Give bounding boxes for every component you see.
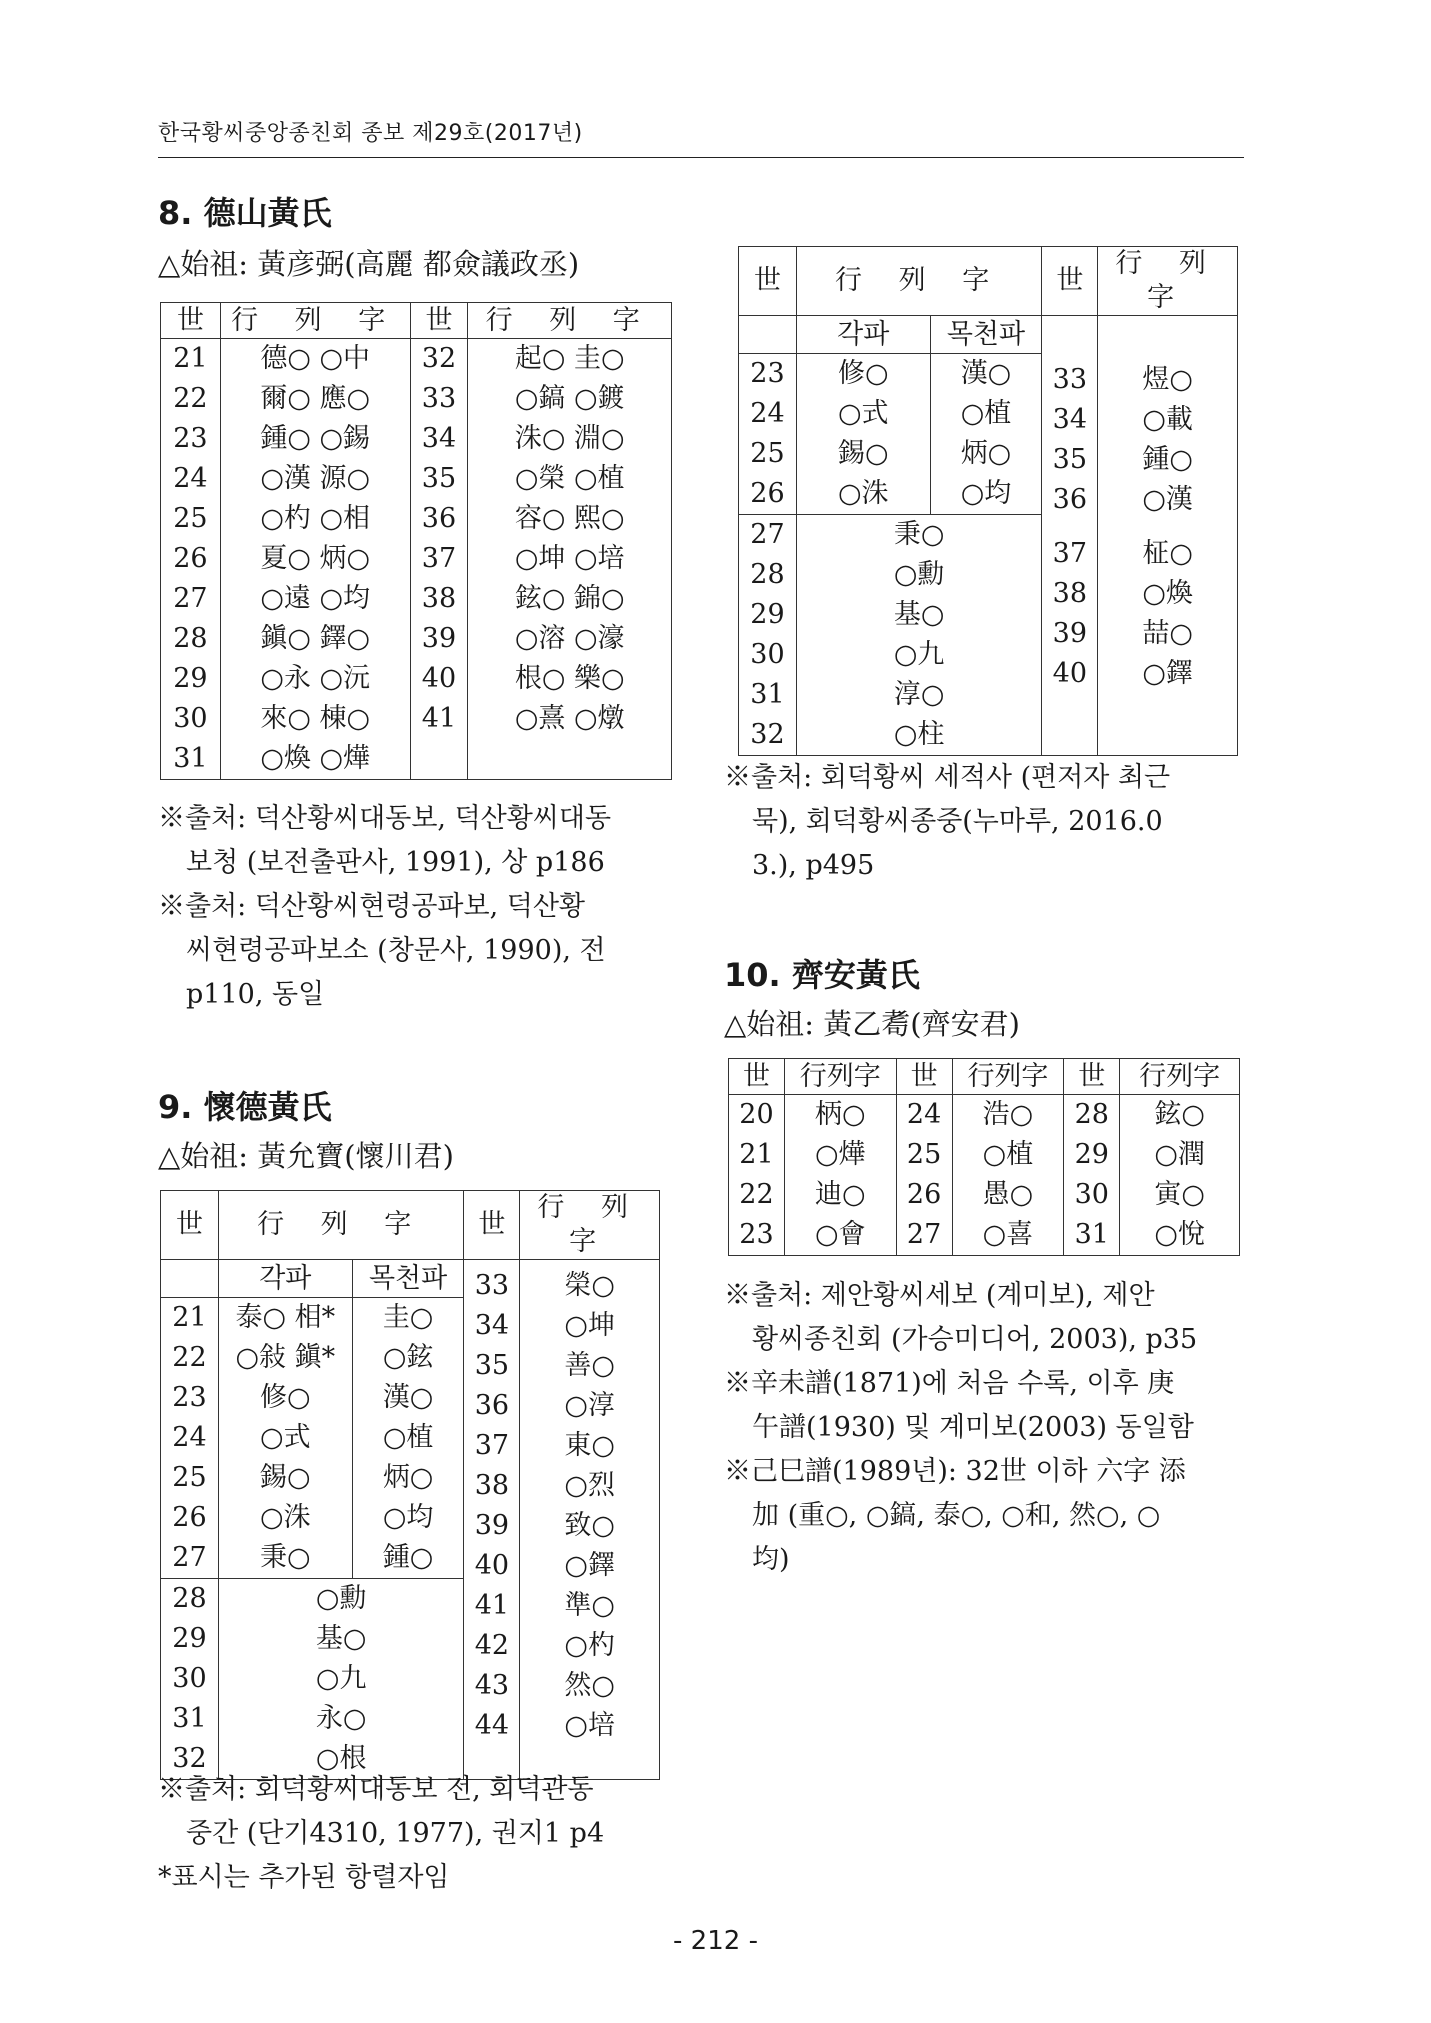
generation-chars: ○勳 bbox=[315, 1583, 367, 1614]
generation-column bbox=[464, 1260, 520, 1780]
generation-number: 30 bbox=[1074, 1179, 1109, 1210]
generation-chars: ○煥 ○燁 bbox=[260, 743, 371, 774]
generation-chars: 根○ 樂○ bbox=[514, 663, 625, 694]
generation-chars: 然○ bbox=[564, 1670, 615, 1701]
founder-line-8: △始祖: 黃彦弼(高麗 都僉議政丞) bbox=[158, 247, 580, 281]
generation-number: 31 bbox=[173, 743, 208, 774]
generation-number: 41 bbox=[474, 1590, 510, 1621]
header-generation: 世 bbox=[729, 1059, 785, 1095]
generation-number: 20 bbox=[739, 1099, 774, 1130]
generation-chars: 淳○ bbox=[893, 679, 945, 710]
generation-number: 33 bbox=[1052, 364, 1087, 395]
generation-chars: ○根 bbox=[315, 1743, 367, 1774]
generation-chars: ○洙 bbox=[837, 478, 889, 509]
source-notes-9 bbox=[158, 1768, 678, 1900]
founder-line-9: △始祖: 黃允寶(懷川君) bbox=[158, 1139, 454, 1173]
generation-number: 23 bbox=[750, 358, 785, 389]
generation-number: 24 bbox=[173, 463, 208, 494]
generation-chars: ○榮 ○植 bbox=[514, 463, 625, 494]
generation-chars: 鉉○ bbox=[1154, 1099, 1205, 1130]
chars-column bbox=[220, 339, 410, 780]
generation-chars: ○九 bbox=[315, 1663, 367, 1694]
generation-chars: 起○ 圭○ bbox=[514, 343, 625, 374]
generation-chars: ○勳 bbox=[893, 559, 945, 590]
generation-chars: ○煥 bbox=[1142, 578, 1193, 609]
header-generation: 世 bbox=[1064, 1059, 1120, 1095]
generation-number: 24 bbox=[750, 398, 785, 429]
generation-column bbox=[161, 1579, 219, 1780]
generation-table-9-alt bbox=[738, 246, 1238, 756]
generation-number: 34 bbox=[421, 423, 457, 454]
chars-column bbox=[520, 1260, 660, 1780]
generation-chars: 愚○ bbox=[982, 1179, 1034, 1210]
generation-chars: ○熹 ○燉 bbox=[514, 703, 625, 734]
section-title-10: 10. 齊安黃氏 bbox=[724, 956, 920, 994]
section-title-9: 9. 懷德黃氏 bbox=[158, 1088, 332, 1126]
header-generation: 世 bbox=[161, 1191, 219, 1260]
header-generation: 世 bbox=[739, 247, 797, 316]
generation-chars: ○植 bbox=[982, 1139, 1034, 1170]
generation-chars: ○鐸 bbox=[564, 1550, 615, 1581]
generation-number: 40 bbox=[421, 663, 457, 694]
generation-chars: 炳○ bbox=[960, 438, 1012, 469]
generation-number: 28 bbox=[750, 559, 785, 590]
generation-number: 24 bbox=[172, 1422, 207, 1453]
generation-chars: 錫○ bbox=[837, 438, 889, 469]
mokcheonpa-column bbox=[930, 354, 1042, 515]
generation-chars: ○喜 bbox=[982, 1219, 1034, 1250]
source-note-line: ※출처: 덕산황씨현령공파보, 덕산황 bbox=[158, 891, 585, 922]
generation-number: 42 bbox=[474, 1630, 510, 1661]
generation-chars: ○式 bbox=[837, 398, 889, 429]
generation-number: 30 bbox=[172, 1663, 207, 1694]
generation-column bbox=[729, 1095, 785, 1256]
generation-chars: ○均 bbox=[960, 478, 1012, 509]
generation-number: 32 bbox=[750, 719, 785, 750]
generation-chars: ○培 bbox=[564, 1710, 615, 1741]
generation-number: 31 bbox=[1074, 1219, 1109, 1250]
source-note-line: ※己巳譜(1989년): 32世 이하 六字 添 bbox=[724, 1456, 1186, 1487]
generation-number: 40 bbox=[474, 1550, 510, 1581]
generation-chars: 基○ bbox=[893, 599, 945, 630]
generation-chars: ○載 bbox=[1142, 404, 1193, 435]
generation-chars: 洙○ 淵○ bbox=[514, 423, 625, 454]
generation-number: 32 bbox=[172, 1743, 207, 1774]
generation-chars: 煜○ bbox=[1142, 364, 1193, 395]
generation-chars: 秉○ bbox=[893, 519, 945, 550]
header-chars: 行 列 字 bbox=[218, 1191, 464, 1260]
generation-chars: 炳○ bbox=[382, 1462, 434, 1493]
generation-chars: 修○ bbox=[837, 358, 889, 389]
section-title-8: 8. 德山黃氏 bbox=[158, 194, 332, 232]
generation-chars: ○漢 源○ bbox=[260, 463, 371, 494]
generation-chars: ○潤 bbox=[1154, 1139, 1205, 1170]
generation-chars: ○悅 bbox=[1154, 1219, 1205, 1250]
generation-number: 37 bbox=[474, 1430, 510, 1461]
header-divider bbox=[158, 157, 1244, 158]
generation-number: 39 bbox=[421, 623, 457, 654]
generation-number: 36 bbox=[421, 503, 457, 534]
generation-chars: ○會 bbox=[815, 1219, 866, 1250]
generation-number: 21 bbox=[739, 1139, 774, 1170]
generation-column bbox=[739, 354, 797, 515]
source-note-line: p110, 동일 bbox=[186, 979, 325, 1010]
source-note-line: 황씨종친회 (가승미디어, 2003), p35 bbox=[752, 1324, 1198, 1355]
generation-chars: 鍾○ bbox=[382, 1542, 434, 1573]
generation-number: 26 bbox=[173, 543, 208, 574]
generation-chars: 漢○ bbox=[382, 1382, 434, 1413]
generation-chars: 爾○ 應○ bbox=[260, 383, 371, 414]
generation-number: 35 bbox=[421, 463, 457, 494]
source-notes-9-alt bbox=[724, 756, 1244, 888]
generation-number: 25 bbox=[750, 438, 785, 469]
generation-number: 27 bbox=[172, 1542, 207, 1573]
generation-chars: ○漢 bbox=[1142, 484, 1193, 515]
generation-number: 29 bbox=[1074, 1139, 1109, 1170]
chars-column bbox=[1098, 316, 1238, 756]
generation-chars: 修○ bbox=[260, 1382, 311, 1413]
generation-chars: 來○ 棟○ bbox=[260, 703, 371, 734]
generation-column bbox=[739, 515, 797, 756]
generation-number: 37 bbox=[1052, 538, 1087, 569]
generation-number: 26 bbox=[906, 1179, 942, 1210]
generation-number: 31 bbox=[172, 1703, 207, 1734]
chars-column bbox=[952, 1095, 1064, 1256]
generation-chars: ○鎬 ○鍍 bbox=[514, 383, 625, 414]
generation-chars: 準○ bbox=[564, 1590, 615, 1621]
source-note-line: 均) bbox=[752, 1544, 790, 1575]
generation-chars: 柄○ bbox=[815, 1099, 866, 1130]
generation-number: 30 bbox=[750, 639, 785, 670]
header-chars: 行 列 字 bbox=[520, 1191, 660, 1260]
generation-number: 41 bbox=[421, 703, 457, 734]
generation-number: 23 bbox=[173, 423, 208, 454]
source-note-line: 씨현령공파보소 (창문사, 1990), 전 bbox=[186, 935, 606, 966]
gakpa-column bbox=[796, 354, 930, 515]
merged-chars-column bbox=[218, 1579, 464, 1780]
source-note-line: 3.), p495 bbox=[752, 850, 875, 881]
generation-number: 43 bbox=[474, 1670, 510, 1701]
generation-chars: ○坤 ○培 bbox=[514, 543, 625, 574]
generation-chars: ○式 bbox=[260, 1422, 311, 1453]
generation-chars: ○烈 bbox=[564, 1470, 615, 1501]
generation-chars: ○洙 bbox=[260, 1502, 311, 1533]
source-notes-8 bbox=[158, 797, 678, 1017]
generation-chars: 泰○ 相* bbox=[235, 1302, 336, 1333]
generation-number: 40 bbox=[1052, 658, 1087, 689]
generation-table-9 bbox=[160, 1190, 660, 1780]
header-chars: 行列字 bbox=[784, 1059, 896, 1095]
generation-number: 36 bbox=[474, 1390, 510, 1421]
source-note-line: ※출처: 회덕황씨 세적사 (편저자 최근 bbox=[724, 762, 1171, 793]
generation-chars: 秉○ bbox=[260, 1542, 311, 1573]
generation-number: 35 bbox=[474, 1350, 510, 1381]
generation-chars: ○杓 ○相 bbox=[260, 503, 371, 534]
generation-number: 30 bbox=[173, 703, 208, 734]
merged-chars-column bbox=[796, 515, 1041, 756]
source-note-line: ※출처: 회덕황씨대동보 전, 회덕관동 bbox=[158, 1774, 594, 1805]
generation-chars: ○遠 ○均 bbox=[260, 583, 371, 614]
generation-number: 29 bbox=[173, 663, 208, 694]
chars-column bbox=[1120, 1095, 1240, 1256]
generation-number: 27 bbox=[750, 519, 785, 550]
generation-number: 38 bbox=[1052, 578, 1087, 609]
generation-number: 22 bbox=[172, 1342, 207, 1373]
generation-number: 21 bbox=[172, 1302, 207, 1333]
generation-number: 26 bbox=[172, 1502, 207, 1533]
generation-number: 36 bbox=[1052, 484, 1087, 515]
generation-number: 28 bbox=[1074, 1099, 1109, 1130]
source-note-line: 午譜(1930) 및 계미보(2003) 동일함 bbox=[752, 1412, 1194, 1443]
source-note-line: 묵), 회덕황씨종중(누마루, 2016.0 bbox=[752, 806, 1163, 837]
generation-chars: 鎭○ 鐸○ bbox=[260, 623, 371, 654]
source-note-line: *표시는 추가된 항렬자임 bbox=[158, 1862, 450, 1893]
generation-number: 22 bbox=[173, 383, 208, 414]
subheader-gakpa: 각파 bbox=[796, 316, 930, 354]
header-generation: 世 bbox=[410, 303, 468, 339]
chars-column bbox=[784, 1095, 896, 1256]
running-header: 한국황씨중앙종친회 종보 제29호(2017년) bbox=[158, 121, 583, 146]
generation-chars: ○九 bbox=[893, 639, 945, 670]
generation-chars: 柾○ bbox=[1142, 538, 1193, 569]
generation-chars: 漢○ bbox=[960, 358, 1012, 389]
generation-number: 27 bbox=[906, 1219, 942, 1250]
generation-number: 21 bbox=[173, 343, 208, 374]
generation-chars: 德○ ○中 bbox=[260, 343, 371, 374]
page-number: - 212 - bbox=[673, 1926, 758, 1956]
generation-number: 26 bbox=[750, 478, 785, 509]
generation-chars: 鉉○ 錦○ bbox=[514, 583, 625, 614]
generation-number: 34 bbox=[1052, 404, 1087, 435]
generation-chars: ○燁 bbox=[815, 1139, 866, 1170]
generation-chars: ○坤 bbox=[564, 1310, 615, 1341]
founder-line-10: △始祖: 黃乙耈(齊安君) bbox=[724, 1007, 1020, 1041]
generation-number: 23 bbox=[739, 1219, 774, 1250]
generation-number: 28 bbox=[173, 623, 208, 654]
header-chars: 行 列 字 bbox=[1098, 247, 1238, 316]
subheader-mokcheonpa: 목천파 bbox=[930, 316, 1042, 354]
generation-number: 23 bbox=[172, 1382, 207, 1413]
generation-column bbox=[410, 339, 468, 780]
header-generation: 世 bbox=[896, 1059, 952, 1095]
generation-chars: 鍾○ bbox=[1142, 444, 1193, 475]
mokcheonpa-column bbox=[352, 1298, 464, 1579]
header-generation: 世 bbox=[464, 1191, 520, 1260]
generation-number: 33 bbox=[474, 1270, 510, 1301]
generation-chars: ○植 bbox=[382, 1422, 434, 1453]
generation-chars: ○植 bbox=[960, 398, 1012, 429]
header-chars: 行 列 字 bbox=[796, 247, 1041, 316]
generation-chars: 基○ bbox=[315, 1623, 367, 1654]
generation-number: 37 bbox=[421, 543, 457, 574]
source-note-line: ※출처: 제안황씨세보 (계미보), 제안 bbox=[724, 1280, 1155, 1311]
generation-chars: 喆○ bbox=[1142, 618, 1193, 649]
generation-chars: ○鉉 bbox=[382, 1342, 434, 1373]
generation-table-8 bbox=[160, 302, 672, 780]
generation-column bbox=[896, 1095, 952, 1256]
source-note-line: ※辛未譜(1871)에 처음 수록, 이후 庚 bbox=[724, 1368, 1175, 1399]
generation-column bbox=[1064, 1095, 1120, 1256]
generation-chars: ○均 bbox=[382, 1502, 434, 1533]
generation-table-10 bbox=[728, 1058, 1240, 1256]
generation-number: 28 bbox=[172, 1583, 207, 1614]
generation-chars: ○永 ○沅 bbox=[260, 663, 371, 694]
generation-number: 29 bbox=[750, 599, 785, 630]
generation-chars: ○淳 bbox=[564, 1390, 615, 1421]
generation-number: 25 bbox=[173, 503, 208, 534]
subheader-gakpa: 각파 bbox=[218, 1260, 352, 1298]
generation-number: 25 bbox=[906, 1139, 942, 1170]
blank-cell bbox=[739, 316, 797, 354]
generation-chars: 善○ bbox=[564, 1350, 615, 1381]
generation-chars: 寅○ bbox=[1154, 1179, 1205, 1210]
gakpa-column bbox=[218, 1298, 352, 1579]
generation-number: 24 bbox=[906, 1099, 942, 1130]
generation-chars: ○溶 ○濠 bbox=[514, 623, 625, 654]
source-note-line: ※출처: 덕산황씨대동보, 덕산황씨대동 bbox=[158, 803, 612, 834]
generation-number: 33 bbox=[421, 383, 457, 414]
generation-number: 32 bbox=[421, 343, 457, 374]
header-generation: 世 bbox=[161, 303, 221, 339]
generation-number: 44 bbox=[474, 1710, 510, 1741]
generation-chars: 錫○ bbox=[260, 1462, 311, 1493]
source-notes-10 bbox=[724, 1274, 1244, 1582]
generation-chars: ○柱 bbox=[893, 719, 945, 750]
generation-chars: 永○ bbox=[315, 1703, 367, 1734]
generation-number: 35 bbox=[1052, 444, 1087, 475]
generation-chars: 夏○ 炳○ bbox=[260, 543, 371, 574]
generation-number: 38 bbox=[474, 1470, 510, 1501]
generation-chars: ○杓 bbox=[564, 1630, 615, 1661]
generation-number: 39 bbox=[474, 1510, 510, 1541]
header-chars: 行 列 字 bbox=[468, 303, 672, 339]
source-note-line: 加 (重○, ○鎬, 泰○, ○和, 然○, ○ bbox=[752, 1500, 1161, 1531]
generation-number: 39 bbox=[1052, 618, 1087, 649]
subheader-mokcheonpa: 목천파 bbox=[352, 1260, 464, 1298]
generation-column bbox=[161, 339, 221, 780]
generation-chars: 鍾○ ○錫 bbox=[260, 423, 371, 454]
generation-chars: 迪○ bbox=[815, 1179, 866, 1210]
generation-number: 22 bbox=[739, 1179, 774, 1210]
generation-chars: 致○ bbox=[564, 1510, 615, 1541]
generation-column bbox=[161, 1298, 219, 1579]
generation-chars: 容○ 熙○ bbox=[514, 503, 625, 534]
generation-number: 29 bbox=[172, 1623, 207, 1654]
generation-chars: ○敍 鎭* bbox=[235, 1342, 336, 1373]
generation-chars: 榮○ bbox=[564, 1270, 615, 1301]
header-chars: 行列字 bbox=[952, 1059, 1064, 1095]
chars-column bbox=[468, 339, 672, 780]
header-chars: 行列字 bbox=[1120, 1059, 1240, 1095]
generation-number: 31 bbox=[750, 679, 785, 710]
generation-chars: 圭○ bbox=[382, 1302, 434, 1333]
header-chars: 行 列 字 bbox=[220, 303, 410, 339]
blank-cell bbox=[161, 1260, 219, 1298]
generation-chars: 東○ bbox=[564, 1430, 615, 1461]
generation-number: 25 bbox=[172, 1462, 207, 1493]
source-note-line: 보청 (보전출판사, 1991), 상 p186 bbox=[186, 847, 605, 878]
source-note-line: 중간 (단기4310, 1977), 권지1 p4 bbox=[186, 1818, 605, 1849]
generation-chars: 浩○ bbox=[982, 1099, 1034, 1130]
header-generation: 世 bbox=[1042, 247, 1098, 316]
generation-number: 27 bbox=[173, 583, 208, 614]
generation-chars: ○鐸 bbox=[1142, 658, 1193, 689]
generation-number: 38 bbox=[421, 583, 457, 614]
generation-column bbox=[1042, 316, 1098, 756]
generation-number: 34 bbox=[474, 1310, 510, 1341]
